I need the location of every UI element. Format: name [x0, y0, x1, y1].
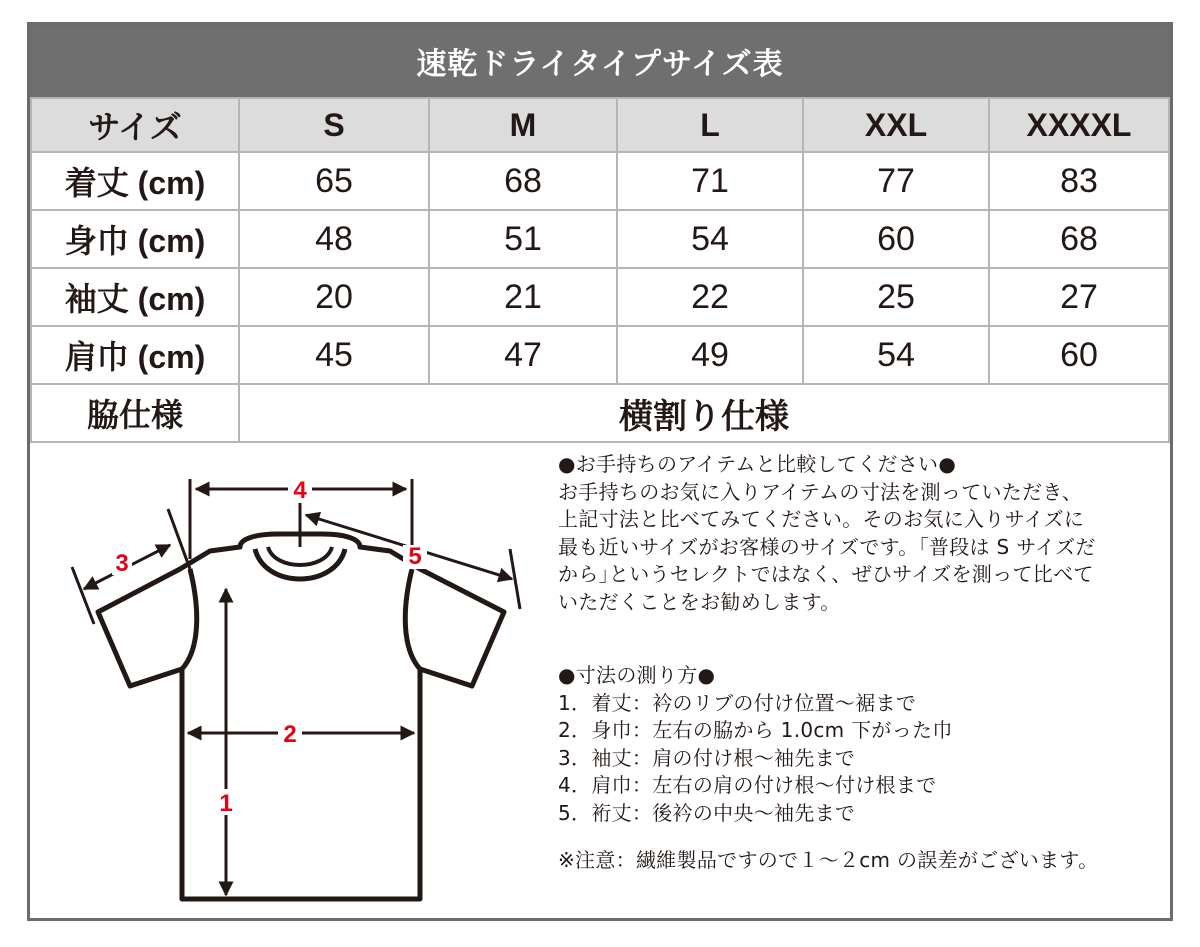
header-xxl: XXL: [803, 98, 989, 152]
chart-title: 速乾ドライタイプサイズ表: [30, 25, 1170, 97]
table-cell: 83: [989, 152, 1169, 210]
table-cell: 20: [239, 268, 429, 326]
marker-1: 1: [219, 790, 233, 817]
size-table: [30, 97, 1170, 443]
compare-line: 上記寸法と比べてみてください。そのお気に入りサイズに: [558, 507, 1085, 531]
table-cell: 65: [239, 152, 429, 210]
lower-section: [30, 437, 1170, 921]
compare-line: いただくことをお勧めします。: [558, 589, 841, 614]
side-spec-label: 脇仕様: [31, 384, 239, 442]
side-spec-value: 横割り仕様: [239, 384, 1169, 442]
header-l: L: [617, 98, 803, 152]
table-cell: 68: [989, 210, 1169, 268]
caution-note: ※注意：繊維製品ですので１～２cm の誤差がございます。: [558, 848, 1099, 872]
header-xxxxl: XXXXL: [989, 98, 1169, 152]
row-label: 袖丈 (cm): [31, 268, 239, 326]
table-cell: 48: [239, 210, 429, 268]
row-sleeve-length: [31, 268, 1169, 326]
compare-heading: ●お手持ちのアイテムと比較してください●: [558, 452, 957, 476]
row-shoulder-width: [31, 326, 1169, 384]
compare-line: 最も近いサイズがお客様のサイズです。｢普段は S サイズだ: [558, 534, 1096, 559]
measure-item: 3．袖丈：肩の付け根～袖先まで: [558, 745, 856, 770]
table-cell: 77: [803, 152, 989, 210]
row-label: 身巾 (cm): [31, 210, 239, 268]
table-cell: 60: [989, 326, 1169, 384]
marker-4: 4: [293, 477, 307, 504]
row-label: 着丈 (cm): [31, 152, 239, 210]
marker-3: 3: [115, 550, 129, 577]
table-cell: 47: [429, 326, 617, 384]
row-label: 肩巾 (cm): [31, 326, 239, 384]
compare-line: お手持ちのお気に入りアイテムの寸法を測っていただき、: [558, 479, 1083, 504]
table-cell: 54: [617, 210, 803, 268]
header-m: M: [429, 98, 617, 152]
measure-item: 1．着丈：衿のリブの付け位置～裾まで: [558, 690, 917, 715]
measure-item: 4．肩巾：左右の肩の付け根～付け根まで: [558, 773, 937, 797]
tshirt-diagram: [50, 449, 550, 909]
row-side-spec: [31, 384, 1169, 442]
row-length: [31, 152, 1169, 210]
size-chart-frame: [27, 22, 1173, 921]
table-cell: 25: [803, 268, 989, 326]
table-cell: 45: [239, 326, 429, 384]
table-cell: 21: [429, 268, 617, 326]
measure-heading: ●寸法の測り方●: [558, 663, 716, 687]
measure-item: 2．身巾：左右の脇から 1.0cm 下がった巾: [558, 718, 953, 742]
table-cell: 27: [989, 268, 1169, 326]
marker-2: 2: [283, 721, 297, 748]
table-cell: 22: [617, 268, 803, 326]
table-cell: 68: [429, 152, 617, 210]
table-cell: 49: [617, 326, 803, 384]
size-header-row: [31, 98, 1169, 152]
row-body-width: [31, 210, 1169, 268]
header-size: サイズ: [31, 98, 239, 152]
table-cell: 60: [803, 210, 989, 268]
header-s: S: [239, 98, 429, 152]
table-cell: 51: [429, 210, 617, 268]
tshirt-outline: [98, 534, 504, 899]
marker-5: 5: [408, 543, 422, 570]
compare-line: から｣というセレクトではなく、ぜひサイズを測って比べて: [558, 562, 1094, 586]
notes-panel: [558, 451, 1158, 875]
table-cell: 71: [617, 152, 803, 210]
measure-item: 5．裄丈：後衿の中央～袖先まで: [558, 800, 856, 825]
table-cell: 54: [803, 326, 989, 384]
